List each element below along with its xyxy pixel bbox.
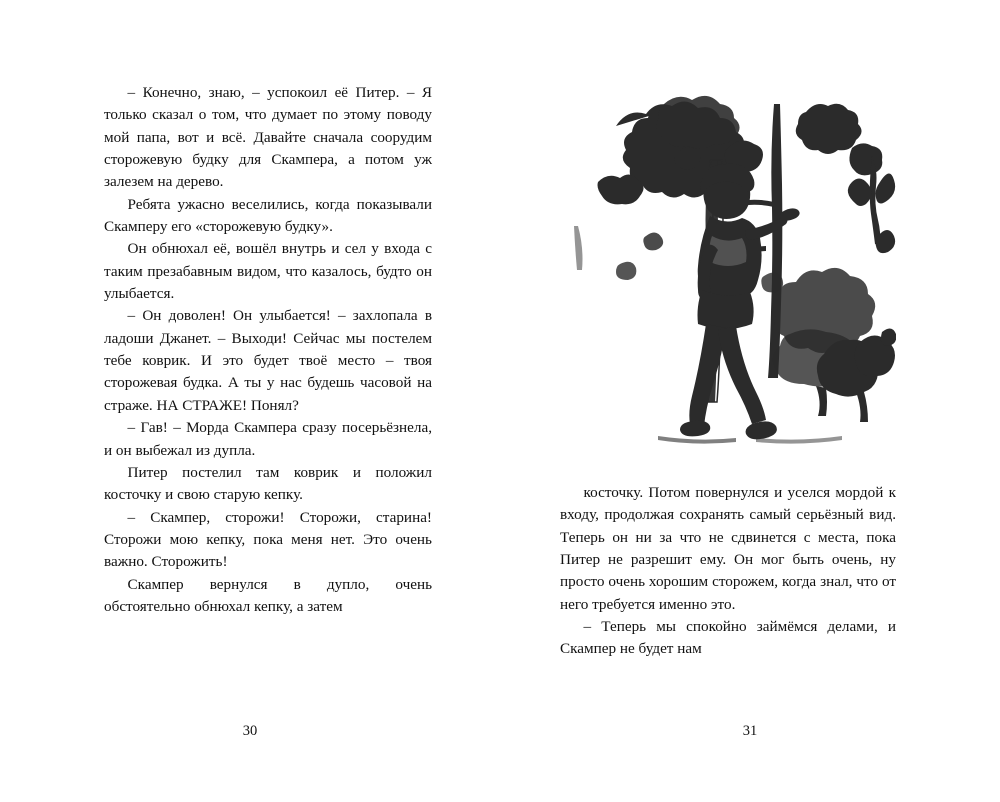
boy-and-dog-by-tree-illustration [560, 86, 896, 456]
right-page [500, 0, 1000, 802]
page-number: 30 [242, 723, 258, 739]
paragraph: косточку. Потом повернулся и уселся мордой к входу, продолжая сохранять самый серьёзный вид. Теперь он ни за что не сдвинется с места, пока Питер не разрешит ему. Он мог быть очень, ну просто очень хорошим сторожем, когда знал, что от него требуется именно это. [560, 484, 896, 613]
paragraph: – Он доволен! Он улыбается! – захлопала в ладоши Джанет. – Выходи! Сейчас мы постелем тебе коврик. И это будет твоё место – твоя сторожевая будка. А ты у нас будешь часовой на страже. НА СТРАЖЕ! Понял? [104, 307, 432, 414]
paragraph: Он обнюхал её, вошёл внутрь и сел у входа с таким презабавным видом, что казалось, будто он улыбается. [104, 240, 432, 303]
paragraph: – Гав! – Морда Скампера сразу посерьёзнела, и он выбежал из дупла. [104, 419, 432, 459]
paragraph: – Конечно, знаю, – успокоил её Питер. – Я только сказал о том, что думает по этому поводу мой папа, вот и всё. Давайте сначала соорудим сторожевую будку для Скампера, а потом уж залезем на дерево. [104, 84, 432, 191]
paragraph: – Теперь мы спокойно займёмся делами, и Скампер не будет нам [560, 618, 896, 658]
paragraph: Питер постелил там коврик и положил косточку и свою старую кепку. [104, 463, 432, 504]
page-number: 31 [742, 723, 758, 739]
right-page-text-column [560, 482, 896, 661]
left-page-text-column [104, 82, 432, 618]
paragraph: Ребята ужасно веселились, когда показывали Скамперу его «сторожевую будку». [104, 195, 432, 236]
paragraph: – Скампер, сторожи! Сторожи, старина! Сторожи мою кепку, пока меня нет. Это очень важно. Сторожить! [104, 508, 432, 571]
paragraph: Скампер вернулся в дупло, очень обстоятельно обнюхал кепку, а затем [104, 575, 432, 615]
